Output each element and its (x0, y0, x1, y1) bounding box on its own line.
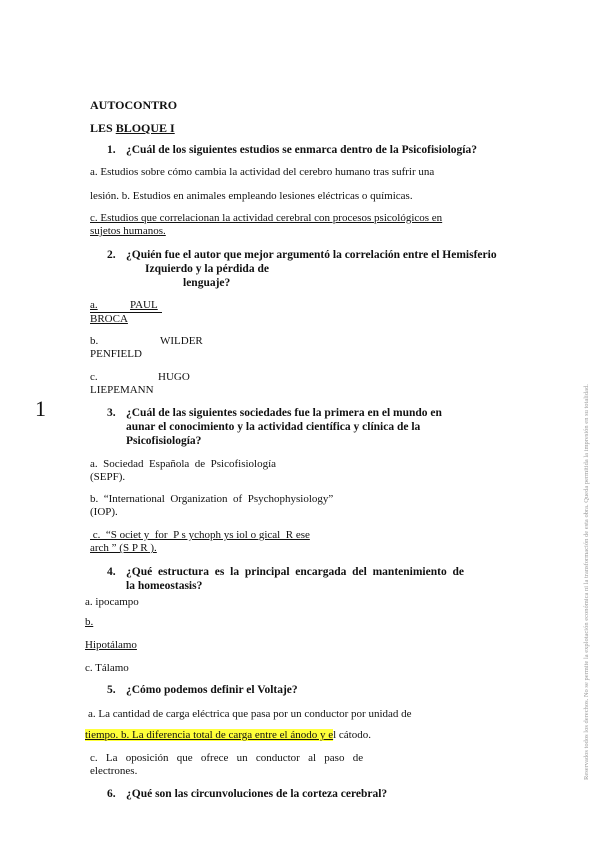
question-4-text: ¿Qué estructura es la principal encargada del mantenimiento de (126, 566, 464, 578)
q4-answer-line: a. ipocampo (85, 596, 139, 608)
q1-answer-line: lesión. b. Estudios en animales empleando lesiones eléctricas o químicas. (90, 190, 413, 202)
q3-answer-line: (IOP). (90, 506, 118, 518)
title-line-2 (90, 121, 175, 136)
title-prefix: LES (90, 121, 116, 135)
q4-answer-line: b. (85, 616, 94, 628)
q2-answer-letter: c. (90, 371, 98, 383)
q2-answer-name: WILDER (160, 335, 203, 347)
q4-answer-line: Hipotálamo (85, 639, 137, 651)
q3-answer-line: arch ” (S P R ). (90, 542, 157, 554)
question-3-text: ¿Cuál de las siguientes sociedades fue la primera en el mundo en (126, 407, 442, 419)
question-2-text: ¿Quién fue el autor que mejor argumentó la correlación entre el Hemisferio (126, 249, 497, 261)
q2-underline (90, 312, 162, 313)
question-1-number: 1. (107, 144, 116, 156)
question-3-text: Psicofisiología? (126, 435, 202, 447)
q2-answer-name: PENFIELD (90, 348, 142, 360)
question-6-text: ¿Qué son las circunvoluciones de la corteza cerebral? (126, 788, 388, 800)
q2-answer-name: LIEPEMANN (90, 384, 154, 396)
title-bloque: BLOQUE I (115, 121, 175, 135)
q2-answer-name: BROCA (90, 313, 128, 325)
question-2-number: 2. (107, 249, 116, 261)
q5-answer-line: a. La cantidad de carga eléctrica que pasa por un conductor por unidad de (88, 708, 412, 720)
question-3-number: 3. (107, 407, 116, 419)
question-4-number: 4. (107, 566, 116, 578)
q3-answer-line: c. “S ociet y for P s ychoph ys iol o gical R ese (90, 529, 310, 541)
q5-answer-line: electrones. (90, 765, 138, 777)
question-4-text: la homeostasis? (126, 580, 203, 592)
q3-answer-line: a. Sociedad Española de Psicofisiología (90, 458, 277, 470)
q2-answer-name: PAUL (130, 299, 158, 311)
q1-answer-line: sujetos humanos. (90, 225, 166, 237)
question-1-text: ¿Cuál de los siguientes estudios se enmarca dentro de la Psicofisiología? (126, 144, 477, 156)
question-6-number: 6. (107, 788, 116, 800)
question-2-text: lenguaje? (183, 277, 231, 289)
q5-answer-line: c. La oposición que ofrece un conductor al paso de (90, 752, 364, 764)
page-number: 1 (35, 396, 46, 421)
q3-answer-line: (SEPF). (90, 471, 126, 483)
q5-answer-line (85, 729, 371, 741)
question-3-text: aunar el conocimiento y la actividad científica y clínica de la (126, 421, 421, 433)
question-2-text: Izquierdo y la pérdida de (145, 263, 269, 275)
question-5-text: ¿Cómo podemos definir el Voltaje? (126, 684, 298, 696)
rights-notice: Reservados todos los derechos. No se permite la explotación económica ni la transformación de esta obra. Queda permitida la impresión en su totalidad. (583, 384, 590, 780)
q4-answer-line: c. Tálamo (85, 662, 129, 674)
q2-answer-letter: a. (90, 299, 98, 311)
q1-answer-line: a. Estudios sobre cómo cambia la actividad del cerebro humano tras sufrir una (90, 166, 435, 178)
q2-answer-letter: b. (90, 335, 99, 347)
answer-tail: l cátodo. (333, 729, 371, 741)
q1-answer-line: c. Estudios que correlacionan la actividad cerebral con procesos psicológicos en (90, 212, 443, 224)
title-line-1: AUTOCONTRO (90, 98, 178, 112)
q2-answer-name: HUGO (158, 371, 190, 383)
question-5-number: 5. (107, 684, 116, 696)
q3-answer-line: b. “International Organization of Psychophysiology” (90, 493, 334, 505)
highlighted-answer: tiempo. b. La diferencia total de carga entre el ánodo y e (85, 729, 334, 741)
